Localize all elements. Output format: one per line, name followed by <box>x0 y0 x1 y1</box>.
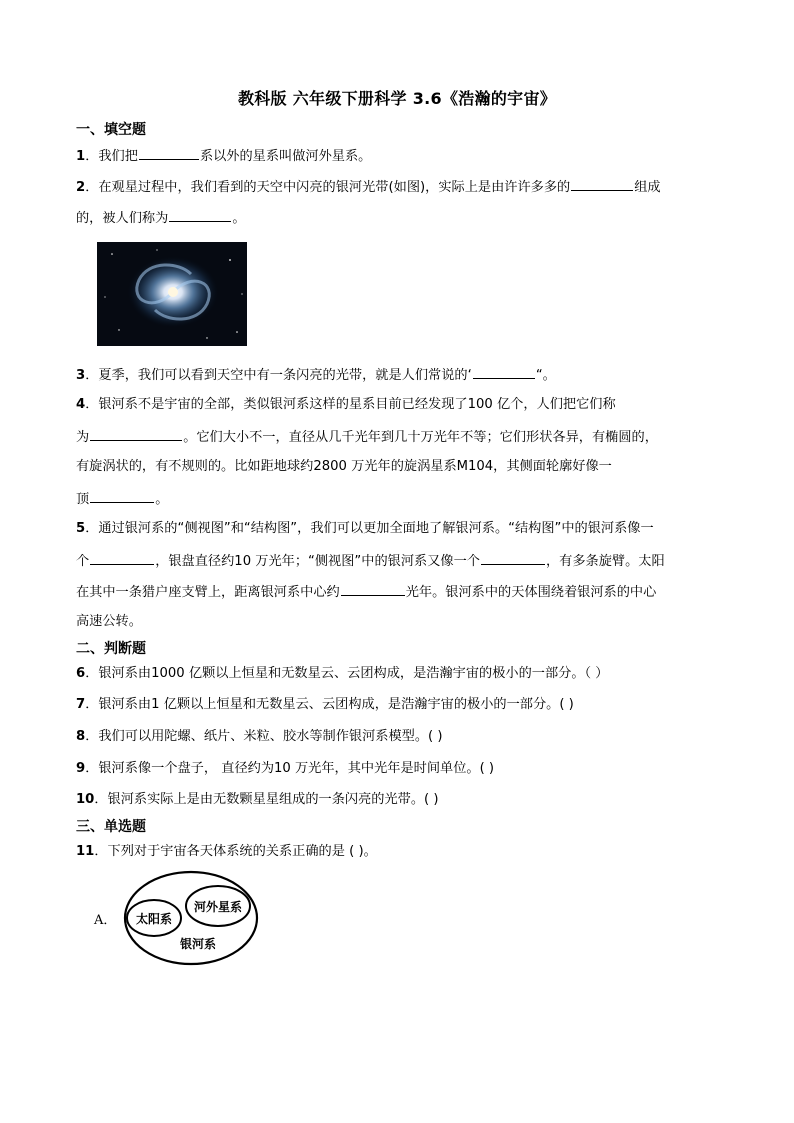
question-number: 9 <box>76 761 86 776</box>
question-number: 2 <box>76 180 86 195</box>
question-4-cont <box>76 488 726 510</box>
answer-blank[interactable] <box>473 364 535 379</box>
question-10: 10．银河系实际上是由无数颗星星组成的一条闪亮的光带。( ) <box>76 792 439 807</box>
question-4: 4．银河系不是宇宙的全部，类似银河系这样的星系目前已经发现了100 亿个，人们把它们称 <box>76 397 616 412</box>
question-5-cont <box>76 550 726 572</box>
question-number: 6 <box>76 666 86 681</box>
question-text: 在其中一条猎户座支臂上，距离银河系中心约 <box>76 585 340 600</box>
section-true-false: 二、判断题 <box>76 641 146 657</box>
question-text: 光年。银河系中的天体围绕着银河系的中心 <box>405 585 657 600</box>
question-2-cont <box>76 207 726 229</box>
option-a-label: A． <box>94 913 117 928</box>
answer-blank[interactable] <box>139 145 199 160</box>
answer-blank[interactable] <box>341 581 405 596</box>
question-8: 8．我们可以用陀螺、纸片、米粒、胶水等制作银河系模型。( ) <box>76 729 443 744</box>
answer-blank[interactable] <box>90 426 182 441</box>
question-4-cont <box>76 426 726 448</box>
question-number: 3 <box>76 368 86 383</box>
question-text: 银河系实际上是由无数颗星星组成的一条闪亮的光带。( ) <box>107 792 439 807</box>
galaxy-image <box>97 242 247 346</box>
question-number: 5 <box>76 521 86 536</box>
inner-left-label: 太阳系 <box>135 912 173 926</box>
question-text: 有旋涡状的，有不规则的。比如距地球约2800 万光年的旋涡星系M104，其侧面轮廓好像一 <box>76 459 612 474</box>
answer-blank[interactable] <box>90 488 154 503</box>
question-text: 组成 <box>634 180 661 195</box>
option-a-diagram[interactable] <box>92 868 262 968</box>
question-text: ，银盘直径约10 万光年；“侧视图”中的银河系又像一个 <box>155 554 480 569</box>
question-9: 9．银河系像一个盘子， 直径约为10 万光年，其中光年是时间单位。( ) <box>76 761 495 776</box>
section-single-choice: 三、单选题 <box>76 819 146 835</box>
question-number: 4 <box>76 397 86 412</box>
question-text: 高速公转。 <box>76 614 142 629</box>
question-number: 11 <box>76 844 95 859</box>
question-11: 11．下列对于宇宙各天体系统的关系正确的是 ( )。 <box>76 844 377 859</box>
question-number: 7 <box>76 697 86 712</box>
question-text: 我们可以用陀螺、纸片、米粒、胶水等制作银河系模型。( ) <box>98 729 443 744</box>
question-3: 3．夏季，我们可以看到天空中有一条闪亮的光带，就是人们常说的‘ “。 <box>76 364 726 386</box>
question-6: 6．银河系由1000 亿颗以上恒星和无数星云、云团构成，是浩瀚宇宙的极小的一部分。（ ） <box>76 666 609 681</box>
question-text: 的，被人们称为 <box>76 211 169 226</box>
outer-label: 银河系 <box>179 937 217 951</box>
answer-blank[interactable] <box>169 207 231 222</box>
inner-right-label: 河外星系 <box>193 900 243 914</box>
question-text: 顶 <box>76 492 90 507</box>
question-text: 下列对于宇宙各天体系统的关系正确的是 ( )。 <box>107 844 377 859</box>
question-text: 。它们大小不一，直径从几千光年到几十万光年不等；它们形状各异，有椭圆的， <box>183 430 658 445</box>
question-text: 银河系由1 亿颗以上恒星和无数星云、云团构成，是浩瀚宇宙的极小的一部分。( ) <box>98 697 574 712</box>
question-text: 在观星过程中，我们看到的天空中闪亮的银河光带(如图)，实际上是由许许多多的 <box>98 180 571 195</box>
question-text: 通过银河系的“侧视图”和“结构图”，我们可以更加全面地了解银河系。“结构图”中的银河系像一 <box>98 521 654 536</box>
question-text: ，有多条旋臂。太阳 <box>545 554 665 569</box>
question-text: 为 <box>76 430 90 445</box>
section-fill-blank: 一、填空题 <box>76 122 146 138</box>
question-1: 1．我们把 系以外的星系叫做河外星系。 <box>76 145 726 167</box>
answer-blank[interactable] <box>481 550 545 565</box>
question-4-cont <box>76 457 726 477</box>
answer-blank[interactable] <box>90 550 154 565</box>
question-7: 7．银河系由1 亿颗以上恒星和无数星云、云团构成，是浩瀚宇宙的极小的一部分。( ) <box>76 697 574 712</box>
question-2: 2．在观星过程中，我们看到的天空中闪亮的银河光带(如图)，实际上是由许许多多的 组成 <box>76 176 726 198</box>
answer-blank[interactable] <box>571 176 633 191</box>
question-text: 夏季，我们可以看到天空中有一条闪亮的光带，就是人们常说的‘ <box>98 368 472 383</box>
question-text: “。 <box>535 368 556 383</box>
question-number: 1 <box>76 149 86 164</box>
question-5-cont <box>76 612 726 632</box>
question-text: 银河系由1000 亿颗以上恒星和无数星云、云团构成，是浩瀚宇宙的极小的一部分。（ ） <box>98 666 609 681</box>
question-text: 。 <box>155 492 169 507</box>
question-text: 我们把 <box>98 149 138 164</box>
question-5-cont <box>76 581 726 603</box>
question-text: 。 <box>232 211 246 226</box>
question-text: 银河系像一个盘子， 直径约为10 万光年，其中光年是时间单位。( ) <box>98 761 495 776</box>
question-text: 银河系不是宇宙的全部，类似银河系这样的星系目前已经发现了100 亿个，人们把它们称 <box>98 397 616 412</box>
page-title: 教科版 六年级下册科学 3.6《浩瀚的宇宙》 <box>237 89 557 108</box>
question-5: 5．通过银河系的“侧视图”和“结构图”，我们可以更加全面地了解银河系。“结构图”中的银河系像一 <box>76 521 654 536</box>
question-text: 系以外的星系叫做河外星系。 <box>199 149 372 164</box>
question-number: 8 <box>76 729 86 744</box>
question-number: 10 <box>76 792 95 807</box>
question-text: 个 <box>76 554 90 569</box>
